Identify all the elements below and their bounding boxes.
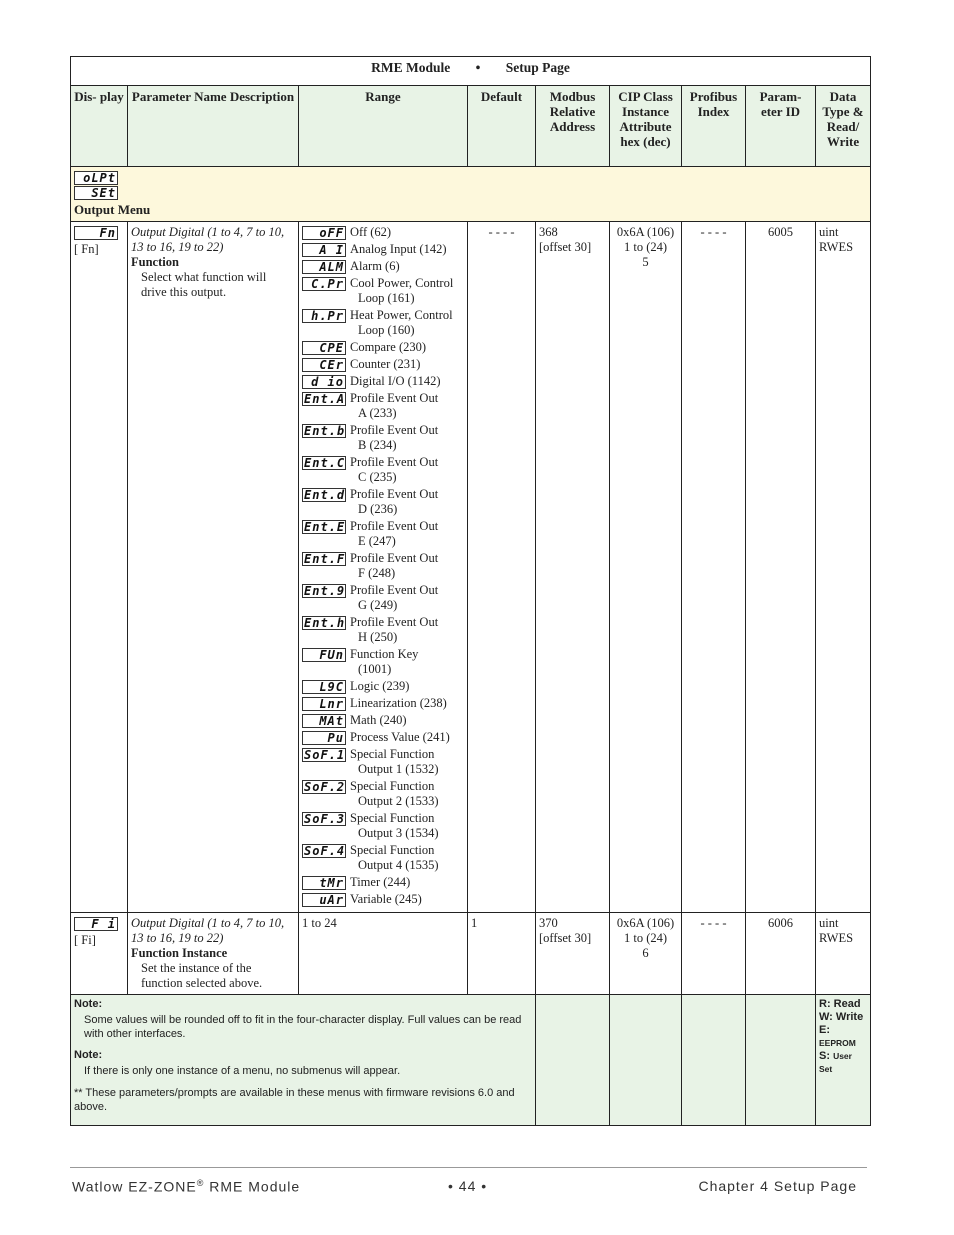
param-name: Output Digital (1 to 4, 7 to 10, 13 to 16, 19 to 22) (131, 225, 285, 255)
note-body: If there is only one instance of a menu, no submenus will appear. (84, 1065, 401, 1078)
cip-attribute: 5 (642, 255, 649, 270)
header-param-name: Parameter Name Description (128, 86, 299, 167)
data-type: uint (819, 916, 839, 931)
range-option-text-wrap (350, 696, 464, 711)
note-body: Some values will be rounded off to fit in the four-character display. Full values can be read with other interfaces. (84, 1014, 522, 1041)
note-heading: Note: (74, 998, 103, 1011)
range-option-segment: d io (302, 375, 346, 389)
range-option-text-wrap (350, 551, 464, 581)
default-cell: 1 (468, 913, 536, 995)
header-display: Dis- play (71, 86, 128, 167)
menu-segment-display-1: oLPt (74, 171, 118, 185)
range-option-segment: Ent.d (304, 488, 346, 503)
range-option-label-cont: H (250) (358, 630, 398, 645)
range-option-label: Profile Event Out (350, 423, 439, 438)
range-option (302, 308, 464, 338)
header-cip: CIP Class Instance Attribute hex (dec) (610, 86, 682, 167)
range-option (302, 843, 464, 873)
table-title-row (71, 57, 871, 86)
param-id-cell: 6006 (746, 913, 816, 995)
range-option-label: Counter (231) (350, 357, 421, 372)
table-title (71, 57, 871, 86)
segment-display: F i (74, 917, 118, 931)
range-option-label-cont: Output 2 (1533) (358, 794, 439, 809)
read-write: RWES (819, 931, 854, 946)
menu-label: Output Menu (74, 202, 151, 218)
range-option-text-wrap (350, 615, 464, 645)
range-option-label-cont: Output 4 (1535) (358, 858, 439, 873)
range-option (302, 357, 464, 372)
range-option-segment: oFF (302, 226, 346, 240)
range-option-text-wrap (350, 455, 464, 485)
data-type-cell (816, 913, 871, 995)
range-option-text-wrap (350, 843, 464, 873)
page-footer (70, 1167, 867, 1195)
footer-registered-mark: ® (196, 1178, 205, 1188)
range-option-text-wrap (350, 487, 464, 517)
modbus-address: 370 (539, 916, 558, 931)
firmware-note: ** These parameters/prompts are available in these menus with firmware revisions 6.0 and above. (74, 1087, 515, 1114)
header-default: Default (468, 86, 536, 167)
range-option-label: Profile Event Out (350, 455, 439, 470)
range-option-segment: uAr (302, 893, 346, 907)
header-profibus: Profibus Index (682, 86, 746, 167)
menu-cell (71, 167, 871, 222)
range-option-segment: MAt (302, 714, 346, 728)
range-option-label-cont: C (235) (358, 470, 397, 485)
note-heading: Note: (74, 1049, 103, 1062)
range-option (302, 455, 464, 485)
range-option-text-wrap (350, 340, 464, 355)
range-option-label: Heat Power, Control (350, 308, 453, 323)
modbus-address: 368 (539, 225, 558, 240)
range-option (302, 875, 464, 890)
range-option-text-wrap (350, 713, 464, 728)
menu-segment-display-2: SEt (74, 186, 118, 200)
parameter-table (70, 56, 871, 1126)
param-description: Select what function will drive this output. (141, 270, 267, 300)
range-option (302, 615, 464, 645)
title-page: Setup Page (505, 60, 570, 75)
range-option-label-cont: F (248) (358, 566, 396, 581)
range-option-text-wrap (350, 730, 464, 745)
rw-legend-userset: User Set (819, 1051, 852, 1075)
param-name-cell (128, 222, 299, 913)
display-cell (71, 222, 128, 913)
range-option-segment: C.Pr (302, 277, 346, 291)
range-option-segment: Pu (302, 731, 346, 745)
param-id-cell: 6005 (746, 222, 816, 913)
range-option-label: Digital I/O (1142) (350, 374, 441, 389)
range-option-segment: L9C (302, 680, 346, 694)
range-option-label: Off (62) (350, 225, 392, 240)
range-option-text-wrap (350, 259, 464, 274)
range-option-label-cont: Loop (160) (358, 323, 415, 338)
rw-legend-eeprom: EEPROM (819, 1038, 856, 1049)
range-option-label-cont: (1001) (358, 662, 392, 677)
range-option-segment: SoF.2 (304, 780, 346, 795)
rw-legend-read: R: Read (819, 998, 861, 1011)
table-row (71, 222, 871, 913)
range-option-label-cont: Output 3 (1534) (358, 826, 439, 841)
range-option-segment: CPE (302, 341, 346, 355)
range-option-segment: Ent.h (304, 616, 346, 631)
range-option-text-wrap (350, 225, 464, 240)
range-option (302, 779, 464, 809)
profibus-cell: - - - - (682, 222, 746, 913)
cip-attribute: 6 (642, 946, 649, 961)
notes-empty-cell (682, 995, 746, 1126)
display-abbr: [ Fi] (74, 933, 96, 948)
cip-class: 0x6A (106) (616, 916, 675, 931)
title-module: RME Module (371, 60, 451, 75)
range-option (302, 259, 464, 274)
menu-row (71, 167, 871, 222)
range-option-text-wrap (350, 811, 464, 841)
footer-title (72, 1178, 300, 1195)
range-option-segment: ALM (302, 260, 346, 274)
range-option-text-wrap (350, 583, 464, 613)
range-option-segment: CEr (302, 358, 346, 372)
range-option (302, 519, 464, 549)
range-option-text-wrap (350, 679, 464, 694)
range-option-label: Variable (245) (350, 892, 422, 907)
footer-module: RME Module (204, 1178, 301, 1195)
notes-empty-cell (746, 995, 816, 1126)
range-option-text-wrap (350, 892, 464, 907)
range-option-label: Special Function (350, 779, 435, 794)
rw-legend-userset-key: S: (819, 1050, 830, 1063)
range-option-label: Cool Power, Control (350, 276, 454, 291)
range-option-label: Analog Input (142) (350, 242, 447, 257)
notes-empty-cell (610, 995, 682, 1126)
range-cell: 1 to 24 (299, 913, 468, 995)
modbus-cell (536, 913, 610, 995)
range-option-segment: SoF.1 (304, 748, 346, 763)
page-number: • 44 • (448, 1178, 488, 1194)
range-option-text-wrap (350, 519, 464, 549)
range-option-segment: Lnr (302, 697, 346, 711)
range-option (302, 391, 464, 421)
range-option-label-cont: G (249) (358, 598, 398, 613)
data-type-cell (816, 222, 871, 913)
display-abbr: [ Fn] (74, 242, 99, 257)
range-option (302, 340, 464, 355)
range-option-segment: Ent.F (304, 552, 346, 567)
table-row (71, 913, 871, 995)
range-option-label: Profile Event Out (350, 551, 439, 566)
range-option-label-cont: D (236) (358, 502, 398, 517)
range-option (302, 892, 464, 907)
range-option (302, 647, 464, 677)
range-option-label: Profile Event Out (350, 487, 439, 502)
range-option-label: Logic (239) (350, 679, 410, 694)
modbus-cell (536, 222, 610, 913)
header-data-type: Data Type & Read/ Write (816, 86, 871, 167)
range-option (302, 679, 464, 694)
rw-legend (816, 995, 871, 1126)
range-option-segment: Ent.9 (304, 584, 346, 599)
range-option (302, 276, 464, 306)
range-option-label: Special Function (350, 843, 435, 858)
range-cell (299, 222, 468, 913)
profibus-cell: - - - - (682, 913, 746, 995)
range-option (302, 747, 464, 777)
range-option-text-wrap (350, 779, 464, 809)
range-option-text-wrap (350, 374, 464, 389)
param-function: Function Instance (131, 946, 228, 961)
range-option (302, 225, 464, 240)
setup-page-table-container (70, 56, 870, 1126)
range-option-segment: SoF.3 (304, 812, 346, 827)
range-option-segment: tMr (302, 876, 346, 890)
range-option-text-wrap (350, 242, 464, 257)
range-option-text-wrap (350, 276, 464, 306)
header-modbus: Modbus Relative Address (536, 86, 610, 167)
param-function: Function (131, 255, 179, 270)
range-option-label: Special Function (350, 747, 435, 762)
range-option-label: Alarm (6) (350, 259, 400, 274)
range-option-text-wrap (350, 747, 464, 777)
footer-product: Watlow EZ-ZONE (72, 1178, 197, 1195)
rw-legend-eeprom-key: E: (819, 1024, 830, 1037)
range-option-segment: h.Pr (302, 309, 346, 323)
range-option-segment: Ent.E (304, 520, 346, 535)
range-option-text-wrap (350, 357, 464, 372)
range-option-text-wrap (350, 423, 464, 453)
range-option-label-cont: Loop (161) (358, 291, 415, 306)
range-option-segment: Ent.b (304, 424, 346, 439)
range-option-label: Profile Event Out (350, 615, 439, 630)
range-option-label: Math (240) (350, 713, 407, 728)
range-option-text-wrap (350, 308, 464, 338)
range-option-segment: FUn (302, 648, 346, 662)
column-header-row (71, 86, 871, 167)
title-separator: • (475, 60, 481, 75)
range-option-text-wrap (350, 647, 464, 677)
range-option-segment: Ent.A (304, 392, 346, 407)
range-option-text-wrap (350, 391, 464, 421)
display-cell (71, 913, 128, 995)
notes-empty-cell (536, 995, 610, 1126)
read-write: RWES (819, 240, 854, 255)
range-option-label: Process Value (241) (350, 730, 450, 745)
cip-cell (610, 222, 682, 913)
range-option-label: Compare (230) (350, 340, 427, 355)
range-option-segment: Ent.C (304, 456, 346, 471)
range-option-label: Profile Event Out (350, 391, 439, 406)
notes-cell (71, 995, 536, 1126)
range-option-label: Profile Event Out (350, 583, 439, 598)
param-description: Set the instance of the function selected above. (141, 961, 263, 991)
range-option (302, 811, 464, 841)
range-option (302, 551, 464, 581)
data-type: uint (819, 225, 839, 240)
range-option-label: Special Function (350, 811, 435, 826)
modbus-offset: [offset 30] (539, 240, 592, 255)
range-option (302, 487, 464, 517)
range-option-label: Profile Event Out (350, 519, 439, 534)
modbus-offset: [offset 30] (539, 931, 592, 946)
range-option-segment: SoF.4 (304, 844, 346, 859)
range-option-label: Linearization (238) (350, 696, 447, 711)
range-option-segment: A I (302, 243, 346, 257)
range-option-text-wrap (350, 875, 464, 890)
range-option-label-cont: B (234) (358, 438, 397, 453)
range-option-label-cont: E (247) (358, 534, 396, 549)
header-param-id: Param- eter ID (746, 86, 816, 167)
range-option (302, 583, 464, 613)
range-option-label: Timer (244) (350, 875, 411, 890)
range-option-label-cont: Output 1 (1532) (358, 762, 439, 777)
default-cell: - - - - (468, 222, 536, 913)
range-option (302, 242, 464, 257)
cip-class: 0x6A (106) (616, 225, 675, 240)
range-option-label: Function Key (350, 647, 419, 662)
range-option (302, 423, 464, 453)
range-option (302, 696, 464, 711)
rw-legend-write: W: Write (819, 1011, 864, 1024)
cip-instance: 1 to (24) (623, 240, 668, 255)
range-option (302, 730, 464, 745)
header-range: Range (299, 86, 468, 167)
notes-row (71, 995, 871, 1126)
segment-display: Fn (74, 226, 118, 240)
param-name: Output Digital (1 to 4, 7 to 10, 13 to 16, 19 to 22) (131, 916, 285, 946)
range-option-label-cont: A (233) (358, 406, 397, 421)
range-option (302, 713, 464, 728)
cip-instance: 1 to (24) (623, 931, 668, 946)
range-option (302, 374, 464, 389)
footer-chapter: Chapter 4 Setup Page (698, 1178, 857, 1194)
param-name-cell (128, 913, 299, 995)
cip-cell (610, 913, 682, 995)
